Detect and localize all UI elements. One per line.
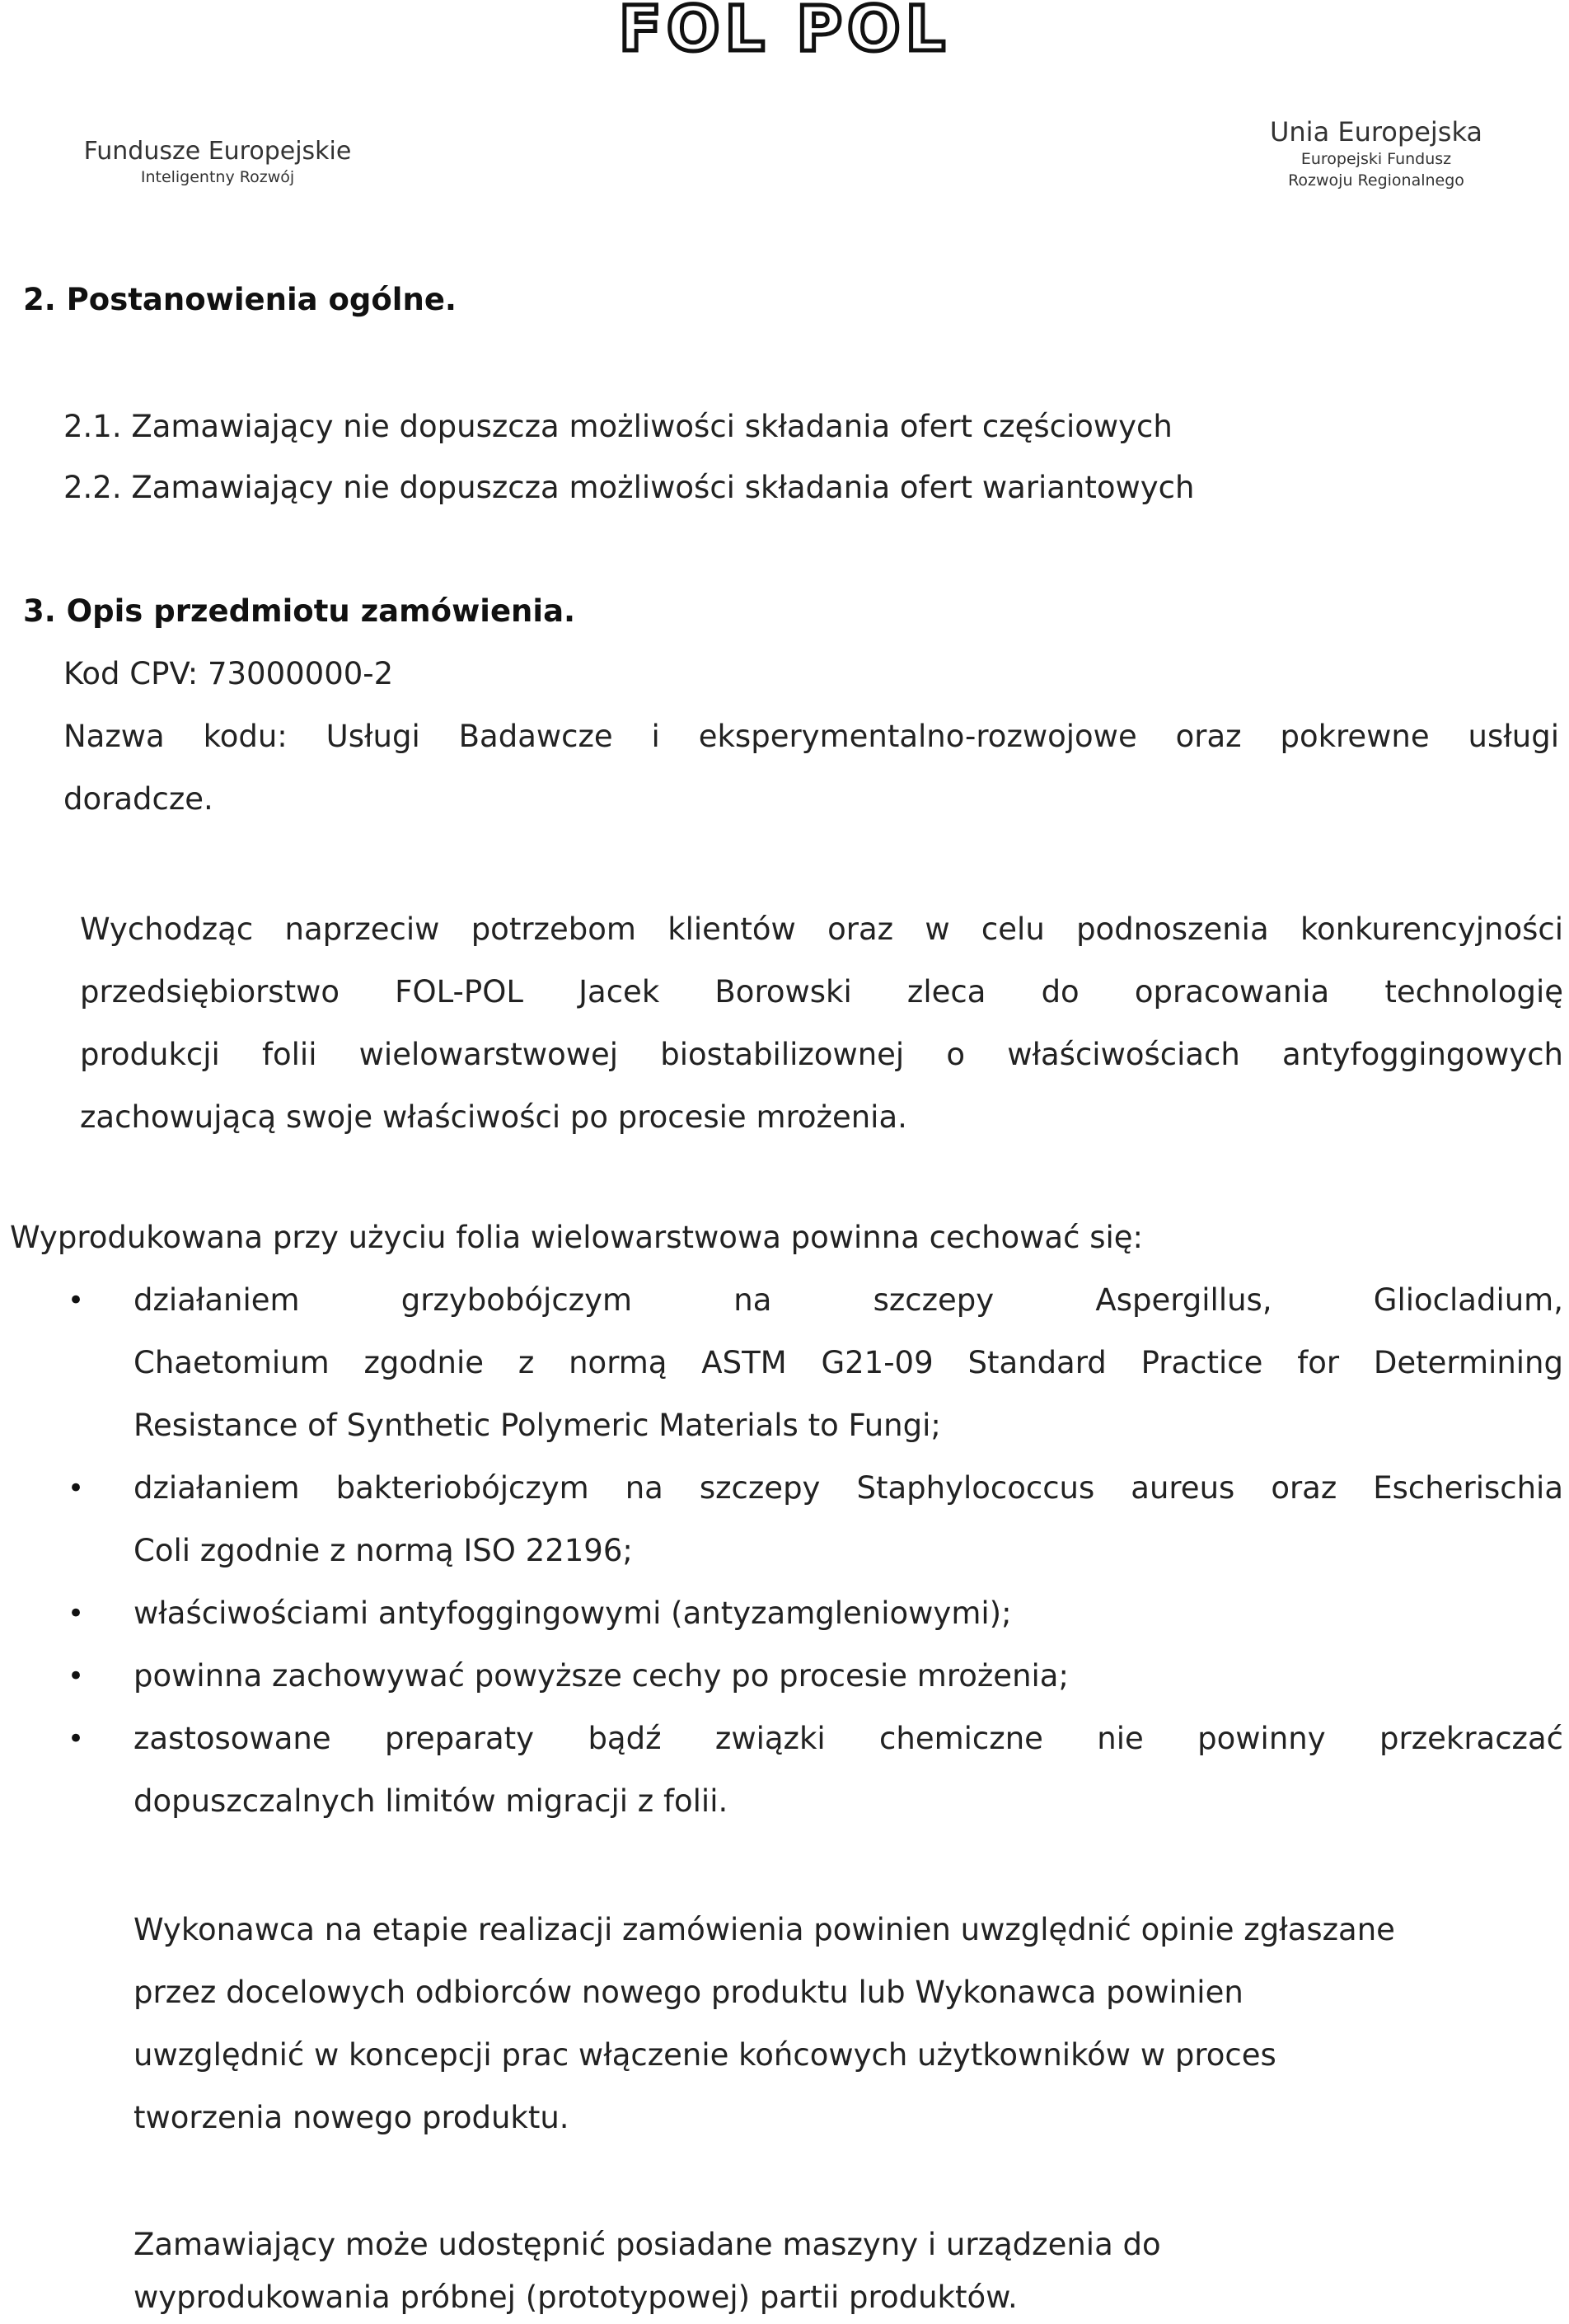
- cpv-code: Kod CPV: 73000000-2: [63, 656, 394, 691]
- eu-funds-logo: [12, 136, 424, 187]
- bullet-marker: •: [68, 1284, 85, 1317]
- eu-funds-subtitle: Inteligentny Rozwój: [140, 168, 295, 186]
- bullet-1-line-2: Chaetomium zgodnie z normą ASTM G21-09 Standard Practice for Determining: [133, 1345, 1563, 1380]
- ordering-line-2: wyprodukowania próbnej (prototypowej) partii produktów.: [133, 2279, 1018, 2315]
- company-logo: FOL POL: [618, 0, 951, 65]
- bullet-marker: •: [68, 1597, 85, 1630]
- bullet-4-line-1: powinna zachowywać powyższe cechy po procesie mrożenia;: [133, 1658, 1069, 1694]
- bullet-5-line-1: zastosowane preparaty bądź związki chemiczne nie powinny przekraczać: [133, 1721, 1563, 1756]
- bullet-2-line-1: działaniem bakteriobójczym na szczepy Staphylococcus aureus oraz Escherischia: [133, 1470, 1563, 1506]
- code-name-line-1: Nazwa kodu: Usługi Badawcze i eksperymentalno-rozwojowe oraz pokrewne usługi: [63, 719, 1559, 754]
- contractor-line-4: tworzenia nowego produktu.: [133, 2100, 569, 2135]
- code-name-line-2: doradcze.: [63, 781, 213, 817]
- section-2-item-2: 2.2. Zamawiający nie dopuszcza możliwości składania ofert wariantowych: [63, 470, 1195, 505]
- ordering-line-1: Zamawiający może udostępnić posiadane maszyny i urządzenia do: [133, 2227, 1161, 2262]
- bullet-1-line-3: Resistance of Synthetic Polymeric Materials to Fungi;: [133, 1408, 941, 1443]
- bullet-2-line-2: Coli zgodnie z normą ISO 22196;: [133, 1533, 633, 1568]
- bullet-marker: •: [68, 1472, 85, 1505]
- intro-line-2: przedsiębiorstwo FOL-POL Jacek Borowski zleca do opracowania technologię: [80, 974, 1563, 1010]
- intro-line-4: zachowującą swoje właściwości po procesie mrożenia.: [80, 1099, 907, 1135]
- bullet-1-line-1: działaniem grzybobójczym na szczepy Aspergillus, Gliocladium,: [133, 1282, 1563, 1318]
- bullet-5-line-2: dopuszczalnych limitów migracji z folii.: [133, 1783, 728, 1819]
- bullet-3-line-1: właściwościami antyfoggingowymi (antyzamgleniowymi);: [133, 1595, 1012, 1631]
- eu-union-subtitle-2: Rozwoju Regionalnego: [1288, 171, 1464, 190]
- section-2-item-1: 2.1. Zamawiający nie dopuszcza możliwości składania ofert częściowych: [63, 409, 1173, 444]
- section-2-heading: 2. Postanowienia ogólne.: [23, 282, 457, 317]
- eu-union-subtitle-1: Europejski Fundusz: [1300, 150, 1452, 168]
- eu-funds-title: Fundusze Europejskie: [83, 137, 352, 166]
- intro-line-1: Wychodząc naprzeciw potrzebom klientów oraz w celu podnoszenia konkurencyjności: [80, 911, 1563, 947]
- contractor-line-1: Wykonawca na etapie realizacji zamówienia powinien uwzględnić opinie zgłaszane: [133, 1912, 1395, 1947]
- contractor-line-3: uwzględnić w koncepcji prac włączenie końcowych użytkowników w proces: [133, 2037, 1276, 2073]
- contractor-line-2: przez docelowych odbiorców nowego produktu lub Wykonawca powinien: [133, 1975, 1243, 2010]
- eu-union-logo: [1187, 115, 1566, 191]
- intro-line-3: produkcji folii wielowarstwowej biostabilizownej o właściwościach antyfoggingowych: [80, 1037, 1563, 1072]
- requirements-intro: Wyprodukowana przy użyciu folia wielowarstwowa powinna cechować się:: [10, 1220, 1143, 1255]
- bullet-marker: •: [68, 1660, 85, 1693]
- eu-union-title: Unia Europejska: [1269, 116, 1483, 148]
- section-3-heading: 3. Opis przedmiotu zamówienia.: [23, 593, 576, 629]
- bullet-marker: •: [68, 1722, 85, 1755]
